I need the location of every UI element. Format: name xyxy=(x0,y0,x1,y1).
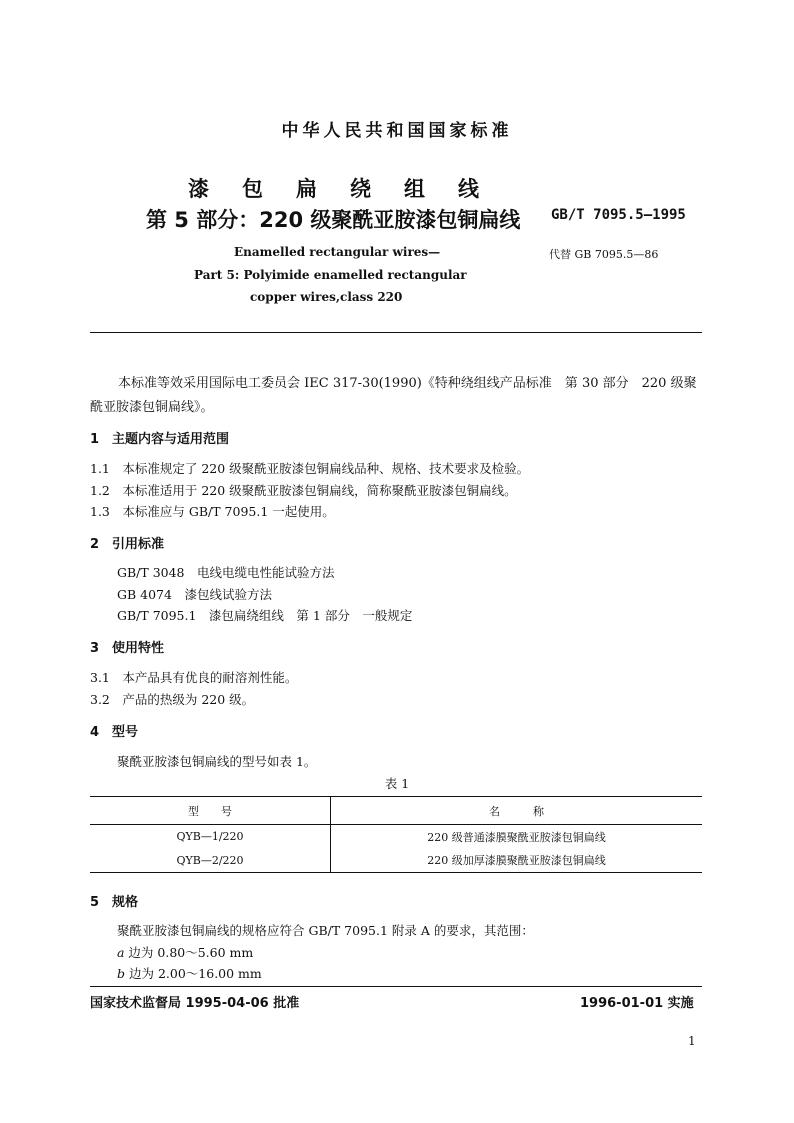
clause-1-1: 1.1 本标准规定了 220 级聚酰亚胺漆包铜扁线品种、规格、技术要求及检验。 xyxy=(90,461,530,476)
reference-3: GB/T 7095.1 漆包扁绕组线 第 1 部分 一般规定 xyxy=(117,608,413,623)
spec-b-edge xyxy=(117,964,262,982)
document-title-line1: 漆包扁绕组线 xyxy=(188,177,512,201)
clause-1-3: 1.3 本标准应与 GB/T 7095.1 一起使用。 xyxy=(90,504,335,519)
clause-1-2: 1.2 本标准适用于 220 级聚酰亚胺漆包铜扁线，简称聚酰亚胺漆包铜扁线。 xyxy=(90,483,517,498)
approval-date: 国家技术监督局 1995-04-06 批准 xyxy=(90,996,300,1011)
clause-3-2: 3.2 产品的热级为 220 级。 xyxy=(90,692,255,707)
section-1-heading: 1 主题内容与适用范围 xyxy=(90,432,230,447)
table-row xyxy=(90,825,702,849)
table-cell: 220 级普通漆膜聚酰亚胺漆包铜扁线 xyxy=(427,830,606,844)
standard-number: GB/T 7095.5—1995 xyxy=(551,207,686,223)
replaces-standard: 代替 GB 7095.5—86 xyxy=(549,248,659,261)
clause-3-1: 3.1 本产品具有优良的耐溶剂性能。 xyxy=(90,670,298,685)
table-header-cell: 型 号 xyxy=(90,797,331,825)
section-2-heading: 2 引用标准 xyxy=(90,537,165,552)
table-cell: 220 级加厚漆膜聚酰亚胺漆包铜扁线 xyxy=(427,854,606,868)
model-table xyxy=(90,796,702,873)
section-3-heading: 3 使用特性 xyxy=(90,641,165,656)
table-cell: QYB—2/220 xyxy=(90,849,331,873)
table-header-cell: 名 称 xyxy=(489,804,544,818)
table-caption: 表 1 xyxy=(384,776,410,791)
header-divider xyxy=(90,332,702,333)
footer-divider xyxy=(90,986,702,987)
intro-paragraph: 本标准等效采用国际电工委员会 IEC 317-30(1990)《特种绕组线产品标准 第 30 部分 220 级聚酰亚胺漆包铜扁线》。 xyxy=(90,376,697,415)
english-title-line1: Enamelled rectangular wires— xyxy=(234,245,441,259)
national-standard-title: 中华人民共和国国家标准 xyxy=(281,121,513,141)
section-4-heading: 4 型号 xyxy=(90,725,139,740)
spec-b-text: 边为 2.00～16.00 mm xyxy=(125,966,262,981)
implementation-date: 1996-01-01 实施 xyxy=(580,996,694,1011)
reference-1: GB/T 3048 电线电缆电性能试验方法 xyxy=(117,565,335,580)
table-header-row xyxy=(90,797,702,825)
spec-a-edge xyxy=(117,943,253,961)
spec-b-label: b xyxy=(117,966,126,981)
table-cell: QYB—1/220 xyxy=(90,825,331,849)
spec-a-label: a xyxy=(117,945,125,960)
spec-a-text: 边为 0.80～5.60 mm xyxy=(124,945,254,960)
section-4-text: 聚酰亚胺漆包铜扁线的型号如表 1。 xyxy=(117,754,317,769)
page-number: 1 xyxy=(688,1034,696,1048)
english-title-line2: Part 5: Polyimide enamelled rectangular xyxy=(194,268,467,282)
english-title-line3: copper wires,class 220 xyxy=(250,290,403,304)
table-row xyxy=(90,849,702,873)
document-title-line2: 第 5 部分：220 级聚酰亚胺漆包铜扁线 xyxy=(146,208,521,232)
section-5-heading: 5 规格 xyxy=(90,895,139,910)
reference-2: GB 4074 漆包线试验方法 xyxy=(117,587,272,602)
section-5-text: 聚酰亚胺漆包铜扁线的规格应符合 GB/T 7095.1 附录 A 的要求，其范围： xyxy=(117,923,534,938)
